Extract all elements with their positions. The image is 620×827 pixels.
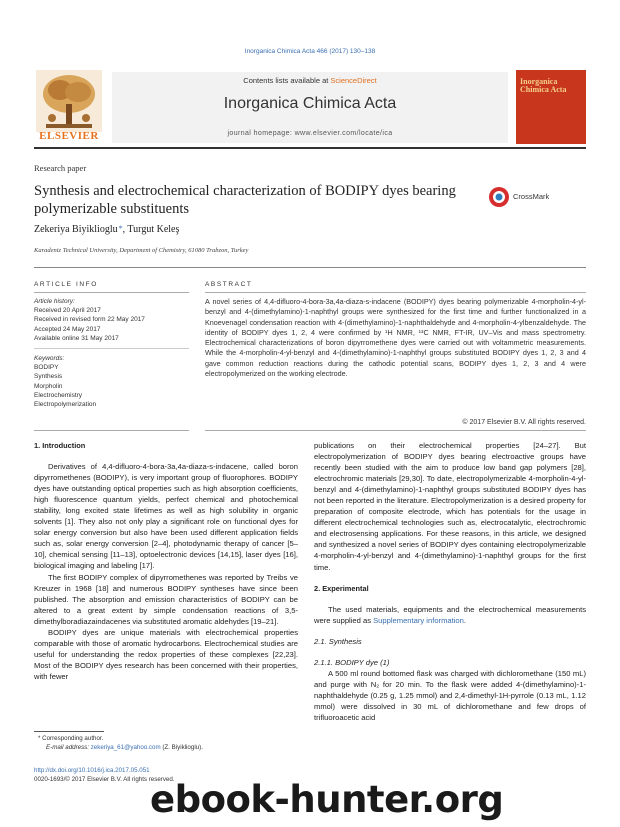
paragraph-text: The used materials, equipments and the electrochemical measurements were supplied as bbox=[314, 604, 586, 625]
paragraph: BODIPY dyes are unique materials with electrochemical properties comparable with those of aromatic hydrocarbons. Electrochemical studies are useful for understanding the redox properties of these complexes [22,23]. Most of the BODIPY dyes research has been concerned with their properties, with fewer bbox=[34, 627, 298, 681]
keyword: BODIPY bbox=[34, 364, 59, 372]
footnote-divider bbox=[34, 731, 104, 732]
cover-title: Inorganica Chimica Acta bbox=[520, 77, 567, 95]
supplementary-link[interactable]: Supplementary information bbox=[373, 615, 464, 625]
history-item: Accepted 24 May 2017 bbox=[34, 325, 101, 333]
elsevier-wordmark: ELSEVIER bbox=[39, 130, 99, 142]
contents-line bbox=[112, 76, 508, 85]
subsection-heading: 2.1. Synthesis bbox=[314, 636, 362, 646]
corresponding-author-mark[interactable]: * bbox=[118, 224, 123, 233]
sciencedirect-link[interactable]: ScienceDirect bbox=[330, 76, 377, 85]
crossmark-label: CrossMark bbox=[513, 192, 550, 201]
author-list bbox=[34, 224, 179, 235]
paragraph: The first BODIPY complex of dipyrromethenes was reported by Treibs ve Kreuzer in 1968 [18] and numerous BODIPY syntheses have since been published. The absorption and emission characteristics of BODIPY can be altered to a great extent by simple condensation reactions of 3,5-dimethylboradiazaindacenes via substituted aromatic aldehydes [19–21]. bbox=[34, 572, 298, 626]
paragraph: A 500 ml round bottomed flask was charged with dichloromethane (150 mL) and purge with N₂ for 20 min. To the flask were added 4-(dimethylamino)-1-naphthaldehyde (0.25 g, 1.25 mmol) and 2,4-dimethyl-1H-pyrrole (0.13 mL, 1.12 mmol) were dissolved in 30 mL of dichloromethane and few drops of trifluoroacetic acid bbox=[314, 668, 586, 722]
watermark-text: ebook-hunter.org bbox=[150, 778, 504, 821]
info-divider bbox=[34, 292, 189, 293]
article-history bbox=[34, 297, 194, 343]
history-divider bbox=[34, 348, 189, 349]
journal-reference[interactable]: Inorganica Chimica Acta 466 (2017) 130–138 bbox=[244, 48, 376, 55]
left-column bbox=[34, 440, 298, 682]
author-name[interactable]: Turgut Keleş bbox=[127, 224, 180, 235]
email-link[interactable]: zekeriya_61@yahoo.com bbox=[90, 743, 161, 751]
keyword: Morpholin bbox=[34, 382, 63, 390]
history-item: Received 20 April 2017 bbox=[34, 307, 101, 315]
section-heading: 2. Experimental bbox=[314, 583, 369, 593]
email-suffix: (Z. Biyiklioglu). bbox=[160, 743, 203, 751]
paragraph: publications on their electrochemical properties [24–27]. But electropolymerization of BODIPY dyes bearing electroactive groups have recently been studied with the aim to produce low band gap polymers [28], electrochromic materials [29,30]. To date, electropolymerizable 4-morpholin-4-yl-benzyl and 4-(dimethylamino)-1-naphthyl groups substituted BODIPY dyes has not been reported in the literature. Electropolymerization is a desired property for preparation of composite electrode, which has potentials for the usage in different electrochemical technologies such as, electrocatalytic, electrochromic and electrosensing applications. For these reasons, in this article, we designed and synthesized a novel series of BODIPY dyes containing electropolymerizable 4-morpholin-4-yl-benzyl and 4-(dimethylamino)-1-naphthyl groups for the first time. bbox=[314, 441, 586, 572]
issn-line: 0020-1693/© 2017 Elsevier B.V. All rights reserved. bbox=[34, 775, 175, 783]
doi-link[interactable]: http://dx.doi.org/10.1016/j.ica.2017.05.051 bbox=[34, 767, 150, 774]
history-item: Received in revised form 22 May 2017 bbox=[34, 316, 145, 324]
contents-prefix: Contents lists available at bbox=[243, 76, 331, 85]
paragraph bbox=[314, 604, 586, 626]
subsubsection-heading: 2.1.1. BODIPY dye (1) bbox=[314, 657, 390, 667]
article-type: Research paper bbox=[34, 163, 87, 173]
article-title: Synthesis and electrochemical characterization of BODIPY dyes bearing polymerizable substituents bbox=[34, 183, 456, 217]
keyword: Synthesis bbox=[34, 373, 63, 381]
journal-name: Inorganica Chimica Acta bbox=[223, 95, 397, 112]
crossmark-icon bbox=[488, 186, 510, 208]
abstract-bottom-divider bbox=[205, 430, 586, 431]
abstract-copyright: © 2017 Elsevier B.V. All rights reserved. bbox=[462, 419, 586, 426]
author-separator: , bbox=[122, 224, 128, 235]
email-label: E-mail address: bbox=[46, 743, 91, 751]
abstract-divider bbox=[205, 292, 586, 293]
section-divider bbox=[34, 267, 586, 268]
history-item: Available online 31 May 2017 bbox=[34, 334, 119, 342]
footnote bbox=[34, 735, 304, 752]
keywords-label: Keywords: bbox=[34, 355, 65, 362]
journal-cover-image[interactable] bbox=[516, 70, 586, 144]
abstract-heading: ABSTRACT bbox=[205, 281, 253, 288]
journal-homepage[interactable]: journal homepage: www.elsevier.com/locate/ica bbox=[227, 130, 393, 137]
article-info-heading: ARTICLE INFO bbox=[34, 281, 98, 288]
header-divider bbox=[34, 147, 586, 149]
history-label: Article history: bbox=[34, 298, 75, 305]
keywords bbox=[34, 354, 194, 409]
right-column bbox=[314, 440, 586, 723]
author-name[interactable]: Zekeriya Biyiklioglu bbox=[34, 224, 118, 235]
section-heading: 1. Introduction bbox=[34, 441, 86, 450]
keyword: Electrochemistry bbox=[34, 391, 83, 399]
elsevier-tree-logo bbox=[36, 70, 102, 132]
keyword: Electropolymerization bbox=[34, 401, 97, 409]
abstract-text: A novel series of 4,4-difluoro-4-bora-3a,4a-diaza-s-indacene (BODIPY) dyes bearing polymerizable 4-morpholin-4-yl-benzyl and 4-(dimethylamino)-1-naphthyl groups were synthesized for the first time and further functionalized in a Knoevenagel condensation reaction with 4-(dimethylamino)-1-naphthaldehyde and 4-morpholin-4-ylbenzaldehyde. The identity of BODIPY dyes 1, 2, 4 were confirmed by ¹H NMR, ¹³C NMR, FT-IR, UV–Vis and mass spectrometry. Electrochemical characterizations of boron dipyrromethene dyes were carried out with voltammetric measurements. While the 4-morpholin-4-yl-benzyl and 4-(dimethylamino)-1-naphthyl groups substituted BODIPY dyes 1, 2, 3 and 4 gave common reduction reactions during the cathodic potential scans, BODIPY dyes 1, 2, 3 and 4 were electropolymerized on the working electrode. bbox=[205, 297, 586, 379]
paragraph: Derivatives of 4,4-difluoro-4-bora-3a,4a-diaza-s-indacene, called boron dipyrromethenes (BODIPY), is very important group of fluorophores. BODIPY dyes have outstanding optical properties such as high absorption coefficients, high fluorescence quantum yields, perfect chemical and photochemical stability, long excited state lifetimes as well as high solubility in organic solvents [1]. They also not only play a significant role on functional dyes for solar energy conversion but also have been used different application fields such as, solar energy conversion [2–4], photodynamic therapy of cancer [5–10], chemical sensing [11–13], optoelectronic devices [14,15], laser dyes [16], biological imaging and labeling [17]. bbox=[34, 462, 298, 571]
paragraph-text: . bbox=[463, 615, 466, 625]
crossmark-badge[interactable] bbox=[488, 186, 588, 208]
affiliation: Karadeniz Technical University, Department of Chemistry, 61080 Trabzon, Turkey bbox=[34, 247, 249, 254]
corresponding-note: * Corresponding author. bbox=[38, 735, 104, 742]
info-bottom-divider bbox=[34, 430, 189, 431]
email-line bbox=[34, 744, 304, 753]
